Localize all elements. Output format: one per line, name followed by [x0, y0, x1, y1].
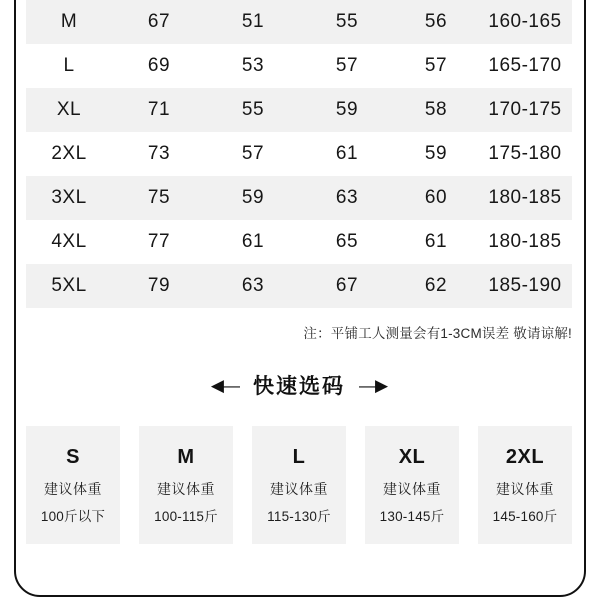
- cell-size: L: [26, 44, 112, 88]
- cell-measure-4: 58: [394, 88, 478, 132]
- cell-height-range: 180-185: [478, 176, 572, 220]
- quick-pick-card-list: [26, 426, 572, 544]
- cell-height-range: 185-190: [478, 264, 572, 308]
- measurement-note: 注：平铺工人测量会有1-3CM误差 敬请谅解!: [303, 326, 572, 341]
- card-weight-value: 100斤以下: [40, 508, 106, 524]
- cell-measure-4: 56: [394, 0, 478, 44]
- cell-measure-2: 51: [206, 0, 300, 44]
- arrow-right-icon: —▶: [359, 375, 388, 395]
- card-weight-label: 建议体重: [496, 480, 554, 497]
- cell-measure-4: 59: [394, 132, 478, 176]
- card-size-label: 2XL: [505, 445, 545, 468]
- cell-measure-3: 55: [300, 0, 394, 44]
- cell-height-range: 160-165: [478, 0, 572, 44]
- cell-measure-4: 60: [394, 176, 478, 220]
- quick-pick-title: 快速选码: [253, 375, 345, 398]
- cell-measure-1: 69: [112, 44, 206, 88]
- cell-measure-1: 67: [112, 0, 206, 44]
- cell-measure-3: 61: [300, 132, 394, 176]
- table-row: [26, 132, 572, 176]
- cell-height-range: 170-175: [478, 88, 572, 132]
- cell-measure-1: 73: [112, 132, 206, 176]
- card-size-label: S: [66, 445, 80, 468]
- quick-pick-card-m[interactable]: [139, 426, 233, 544]
- quick-pick-heading: [26, 370, 572, 400]
- cell-height-range: 175-180: [478, 132, 572, 176]
- cell-measure-2: 53: [206, 44, 300, 88]
- cell-measure-4: 57: [394, 44, 478, 88]
- card-weight-label: 建议体重: [383, 480, 441, 497]
- cell-size: M: [26, 0, 112, 44]
- card-weight-value: 145-160斤: [492, 508, 558, 524]
- cell-measure-4: 61: [394, 220, 478, 264]
- cell-measure-1: 75: [112, 176, 206, 220]
- cell-measure-3: 67: [300, 264, 394, 308]
- cell-measure-2: 59: [206, 176, 300, 220]
- cell-height-range: 165-170: [478, 44, 572, 88]
- cell-measure-1: 77: [112, 220, 206, 264]
- card-weight-label: 建议体重: [270, 480, 328, 497]
- cell-measure-3: 57: [300, 44, 394, 88]
- cell-measure-2: 61: [206, 220, 300, 264]
- cell-measure-4: 62: [394, 264, 478, 308]
- cell-size: 4XL: [26, 220, 112, 264]
- cell-measure-1: 71: [112, 88, 206, 132]
- table-row: [26, 88, 572, 132]
- cell-measure-2: 55: [206, 88, 300, 132]
- quick-pick-card-2xl[interactable]: [478, 426, 572, 544]
- cell-measure-1: 79: [112, 264, 206, 308]
- card-size-label: M: [177, 445, 195, 468]
- quick-pick-card-s[interactable]: [26, 426, 120, 544]
- card-size-label: XL: [398, 445, 426, 468]
- card-size-label: L: [292, 445, 306, 468]
- cell-measure-3: 63: [300, 176, 394, 220]
- table-row: [26, 264, 572, 308]
- cell-size: 3XL: [26, 176, 112, 220]
- cell-measure-3: 65: [300, 220, 394, 264]
- cell-size: 2XL: [26, 132, 112, 176]
- size-chart-body: [26, 0, 572, 308]
- cell-measure-3: 59: [300, 88, 394, 132]
- quick-pick-card-l[interactable]: [252, 426, 346, 544]
- table-row: [26, 220, 572, 264]
- card-weight-value: 100-115斤: [154, 508, 218, 524]
- card-weight-label: 建议体重: [44, 480, 102, 497]
- card-weight-value: 130-145斤: [379, 508, 445, 524]
- cell-height-range: 180-185: [478, 220, 572, 264]
- size-chart-table: [26, 0, 572, 308]
- table-row: [26, 176, 572, 220]
- cell-measure-2: 63: [206, 264, 300, 308]
- table-row: [26, 44, 572, 88]
- table-row: [26, 0, 572, 44]
- quick-pick-card-xl[interactable]: [365, 426, 459, 544]
- cell-measure-2: 57: [206, 132, 300, 176]
- cell-size: XL: [26, 88, 112, 132]
- card-weight-label: 建议体重: [157, 480, 215, 497]
- arrow-left-icon: ◀—: [210, 375, 239, 395]
- cell-size: 5XL: [26, 264, 112, 308]
- card-weight-value: 115-130斤: [267, 508, 331, 524]
